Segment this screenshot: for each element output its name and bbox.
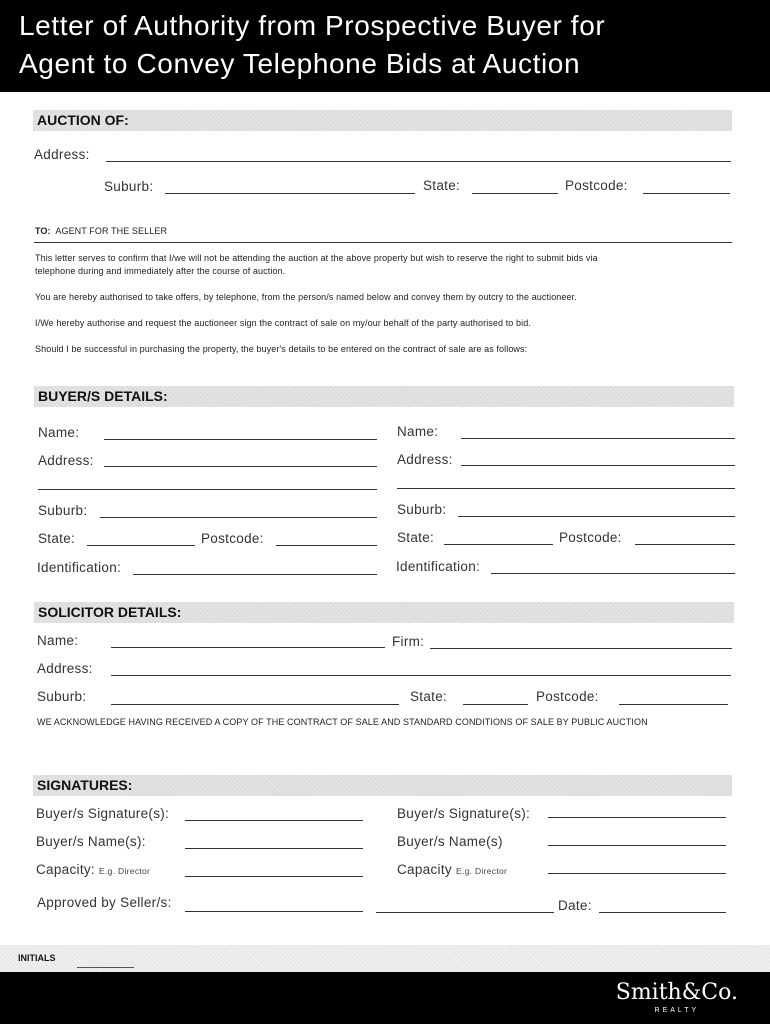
buyers-section-bar (34, 386, 734, 407)
date-label: Date: (558, 898, 592, 913)
acknowledgement-text: WE ACKNOWLEDGE HAVING RECEIVED A COPY OF THE CONTRACT OF SALE AND STANDARD CONDITIONS OF SALE BY PUBLIC AUCTION (37, 717, 648, 727)
auction-address-field[interactable] (106, 161, 731, 162)
right-capacity-label-text: Capacity (397, 862, 452, 877)
buyer2-identification-field[interactable] (491, 573, 735, 574)
buyer1-state-label: State: (38, 531, 76, 546)
right-signature-field[interactable] (548, 817, 726, 818)
auction-postcode-label: Postcode: (565, 178, 628, 193)
auction-suburb-field[interactable] (165, 193, 415, 194)
buyer1-address-label: Address: (38, 453, 94, 468)
solicitor-suburb-label: Suburb: (37, 689, 87, 704)
right-buyer-name-field[interactable] (548, 845, 726, 846)
brand-logo-text: Smith&Co. (615, 980, 738, 1005)
body-paragraph-4: Should I be successful in purchasing the property, the buyer's details to be entered on the contract of sale are as follows: (35, 344, 528, 354)
right-capacity-hint: E.g. Director (456, 866, 508, 876)
buyer1-suburb-field[interactable] (100, 517, 377, 518)
solicitor-name-field[interactable] (111, 647, 385, 648)
left-capacity-label (36, 862, 150, 877)
solicitor-section-title: SOLICITOR DETAILS: (38, 604, 182, 620)
seller-signature-field-2[interactable] (376, 912, 554, 913)
date-field[interactable] (599, 912, 726, 913)
solicitor-state-field[interactable] (463, 704, 528, 705)
solicitor-firm-field[interactable] (430, 648, 732, 649)
right-signature-label: Buyer/s Signature(s): (397, 806, 531, 821)
footer-bar (0, 972, 770, 1024)
buyer1-address-field[interactable] (104, 466, 377, 467)
auction-of-section-title: AUCTION OF: (37, 112, 129, 128)
solicitor-section-bar (34, 602, 734, 623)
right-capacity-label (397, 862, 507, 877)
left-buyer-name-label: Buyer/s Name(s): (36, 834, 146, 849)
solicitor-state-label: State: (410, 689, 448, 704)
buyer2-identification-label: Identification: (396, 559, 481, 574)
left-signature-label: Buyer/s Signature(s): (36, 806, 170, 821)
buyer2-address-field[interactable] (461, 465, 735, 466)
auction-address-label: Address: (34, 147, 90, 162)
buyer2-state-field[interactable] (444, 544, 553, 545)
solicitor-address-field[interactable] (111, 675, 731, 676)
left-signature-field[interactable] (185, 820, 363, 821)
seller-signature-field-1[interactable] (185, 911, 363, 912)
buyer1-postcode-field[interactable] (276, 545, 377, 546)
brand-logo-subtext: REALTY (654, 1007, 700, 1014)
buyer2-address-field-2[interactable] (397, 488, 735, 489)
buyer2-address-label: Address: (397, 452, 453, 467)
solicitor-suburb-field[interactable] (111, 704, 399, 705)
initials-strip (0, 945, 770, 972)
document-header (0, 0, 770, 92)
buyer1-postcode-label: Postcode: (201, 531, 264, 546)
left-capacity-label-text: Capacity: (36, 862, 95, 877)
signatures-section-bar (33, 775, 732, 796)
brand-logo (616, 980, 738, 1014)
body-paragraph-3: I/We hereby authorise and request the auctioneer sign the contract of sale on my/our behalf of the party authorised to bid. (35, 318, 531, 328)
to-divider (34, 242, 732, 243)
right-capacity-field[interactable] (548, 873, 726, 874)
left-capacity-field[interactable] (185, 876, 363, 877)
body-paragraph-1-line-1: This letter serves to confirm that I/we will not be attending the auction at the above property but wish to reserve the right to submit bids via (35, 253, 598, 263)
solicitor-postcode-label: Postcode: (536, 689, 599, 704)
auction-of-section-bar (33, 110, 732, 131)
solicitor-firm-label: Firm: (392, 634, 425, 649)
document-title-line-1: Letter of Authority from Prospective Buyer for (19, 10, 606, 41)
buyer1-suburb-label: Suburb: (38, 503, 88, 518)
solicitor-name-label: Name: (37, 633, 79, 648)
buyer1-name-field[interactable] (104, 439, 377, 440)
auction-state-label: State: (423, 178, 461, 193)
initials-field[interactable] (77, 967, 134, 968)
document-title-line-2: Agent to Convey Telephone Bids at Auction (19, 48, 581, 79)
to-value: AGENT FOR THE SELLER (55, 226, 168, 236)
auction-state-field[interactable] (472, 193, 558, 194)
left-buyer-name-field[interactable] (185, 848, 363, 849)
buyer2-name-label: Name: (397, 424, 439, 439)
approved-by-seller-label: Approved by Seller/s: (37, 895, 172, 910)
body-paragraph-1-line-2: telephone during and immediately after the course of auction. (35, 266, 286, 276)
buyer1-identification-field[interactable] (133, 574, 377, 575)
left-capacity-hint: E.g. Director (99, 866, 151, 876)
buyer1-identification-label: Identification: (37, 560, 122, 575)
to-label: TO: (35, 226, 51, 236)
auction-suburb-label: Suburb: (104, 179, 154, 194)
auction-postcode-field[interactable] (643, 193, 730, 194)
initials-label: INITIALS (18, 953, 56, 963)
buyer1-address-field-2[interactable] (38, 489, 377, 490)
signatures-section-title: SIGNATURES: (37, 777, 133, 793)
buyer2-suburb-label: Suburb: (397, 502, 447, 517)
solicitor-address-label: Address: (37, 661, 93, 676)
buyer2-name-field[interactable] (461, 438, 735, 439)
buyer1-name-label: Name: (38, 425, 80, 440)
solicitor-postcode-field[interactable] (619, 704, 728, 705)
buyer2-postcode-field[interactable] (635, 544, 735, 545)
buyer2-suburb-field[interactable] (458, 516, 735, 517)
buyers-section-title: BUYER/S DETAILS: (38, 388, 168, 404)
body-paragraph-2: You are hereby authorised to take offers, by telephone, from the person/s named below and convey them by outcry to the auctioneer. (35, 292, 577, 302)
to-line (35, 226, 167, 236)
buyer2-state-label: State: (397, 530, 435, 545)
buyer1-state-field[interactable] (87, 545, 195, 546)
buyer2-postcode-label: Postcode: (559, 530, 622, 545)
right-buyer-name-label: Buyer/s Name(s) (397, 834, 503, 849)
